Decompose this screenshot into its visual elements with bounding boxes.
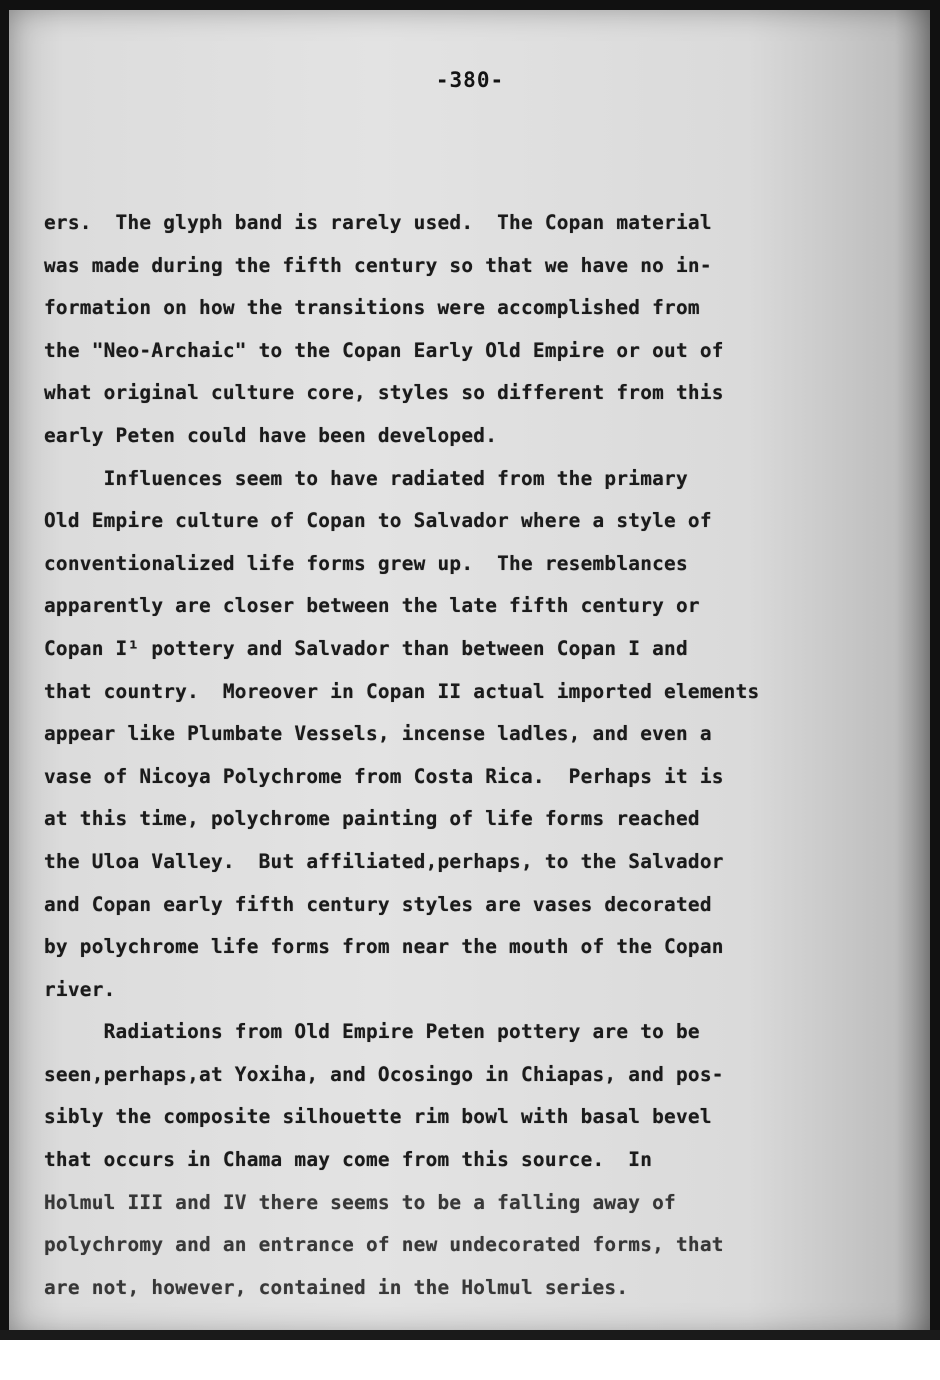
scan-border-left — [0, 0, 9, 1340]
text-line: was made during the fifth century so that we have no in- — [44, 253, 712, 277]
text-line: polychromy and an entrance of new undecorated forms, that — [44, 1233, 724, 1257]
text-line: are not, however, contained in the Holmul series. — [44, 1275, 629, 1299]
text-line: Influences seem to have radiated from the primary — [44, 466, 688, 490]
text-line: Radiations from Old Empire Peten pottery are to be — [44, 1020, 700, 1044]
scan-border-right — [930, 0, 940, 1340]
text-line: what original culture core, styles so different from this — [44, 381, 724, 405]
text-line: seen,perhaps,at Yoxiha, and Ocosingo in Chiapas, and pos- — [44, 1062, 724, 1086]
text-line: vase of Nicoya Polychrome from Costa Rica. Perhaps it is — [44, 764, 724, 788]
body-text — [44, 202, 924, 1309]
text-line: at this time, polychrome painting of life forms reached — [44, 807, 700, 831]
text-line: river. — [44, 977, 116, 1001]
text-line: and Copan early fifth century styles are vases decorated — [44, 892, 712, 916]
text-line: the "Neo-Archaic" to the Copan Early Old Empire or out of — [44, 338, 724, 362]
document-page — [8, 8, 932, 1336]
scan-border-bottom — [0, 1330, 940, 1340]
text-line: by polychrome life forms from near the mouth of the Copan — [44, 935, 724, 959]
text-line: Old Empire culture of Copan to Salvador where a style of — [44, 509, 712, 533]
text-line: the Uloa Valley. But affiliated,perhaps, to the Salvador — [44, 849, 724, 873]
text-line: sibly the composite silhouette rim bowl with basal bevel — [44, 1105, 712, 1129]
text-line: apparently are closer between the late fifth century or — [44, 594, 700, 618]
text-line: early Peten could have been developed. — [44, 423, 498, 447]
text-line: Holmul III and IV there seems to be a falling away of — [44, 1190, 676, 1214]
scan-border-top — [0, 0, 940, 10]
text-line: conventionalized life forms grew up. The resemblances — [44, 551, 688, 575]
text-line: that occurs in Chama may come from this source. In — [44, 1148, 653, 1172]
text-line: formation on how the transitions were accomplished from — [44, 296, 700, 320]
text-line: Copan I¹ pottery and Salvador than between Copan I and — [44, 636, 688, 660]
page-number: -380- — [435, 68, 505, 92]
text-line: appear like Plumbate Vessels, incense ladles, and even a — [44, 722, 712, 746]
text-line: ers. The glyph band is rarely used. The Copan material — [44, 211, 712, 234]
text-line: that country. Moreover in Copan II actual imported elements — [44, 679, 760, 703]
